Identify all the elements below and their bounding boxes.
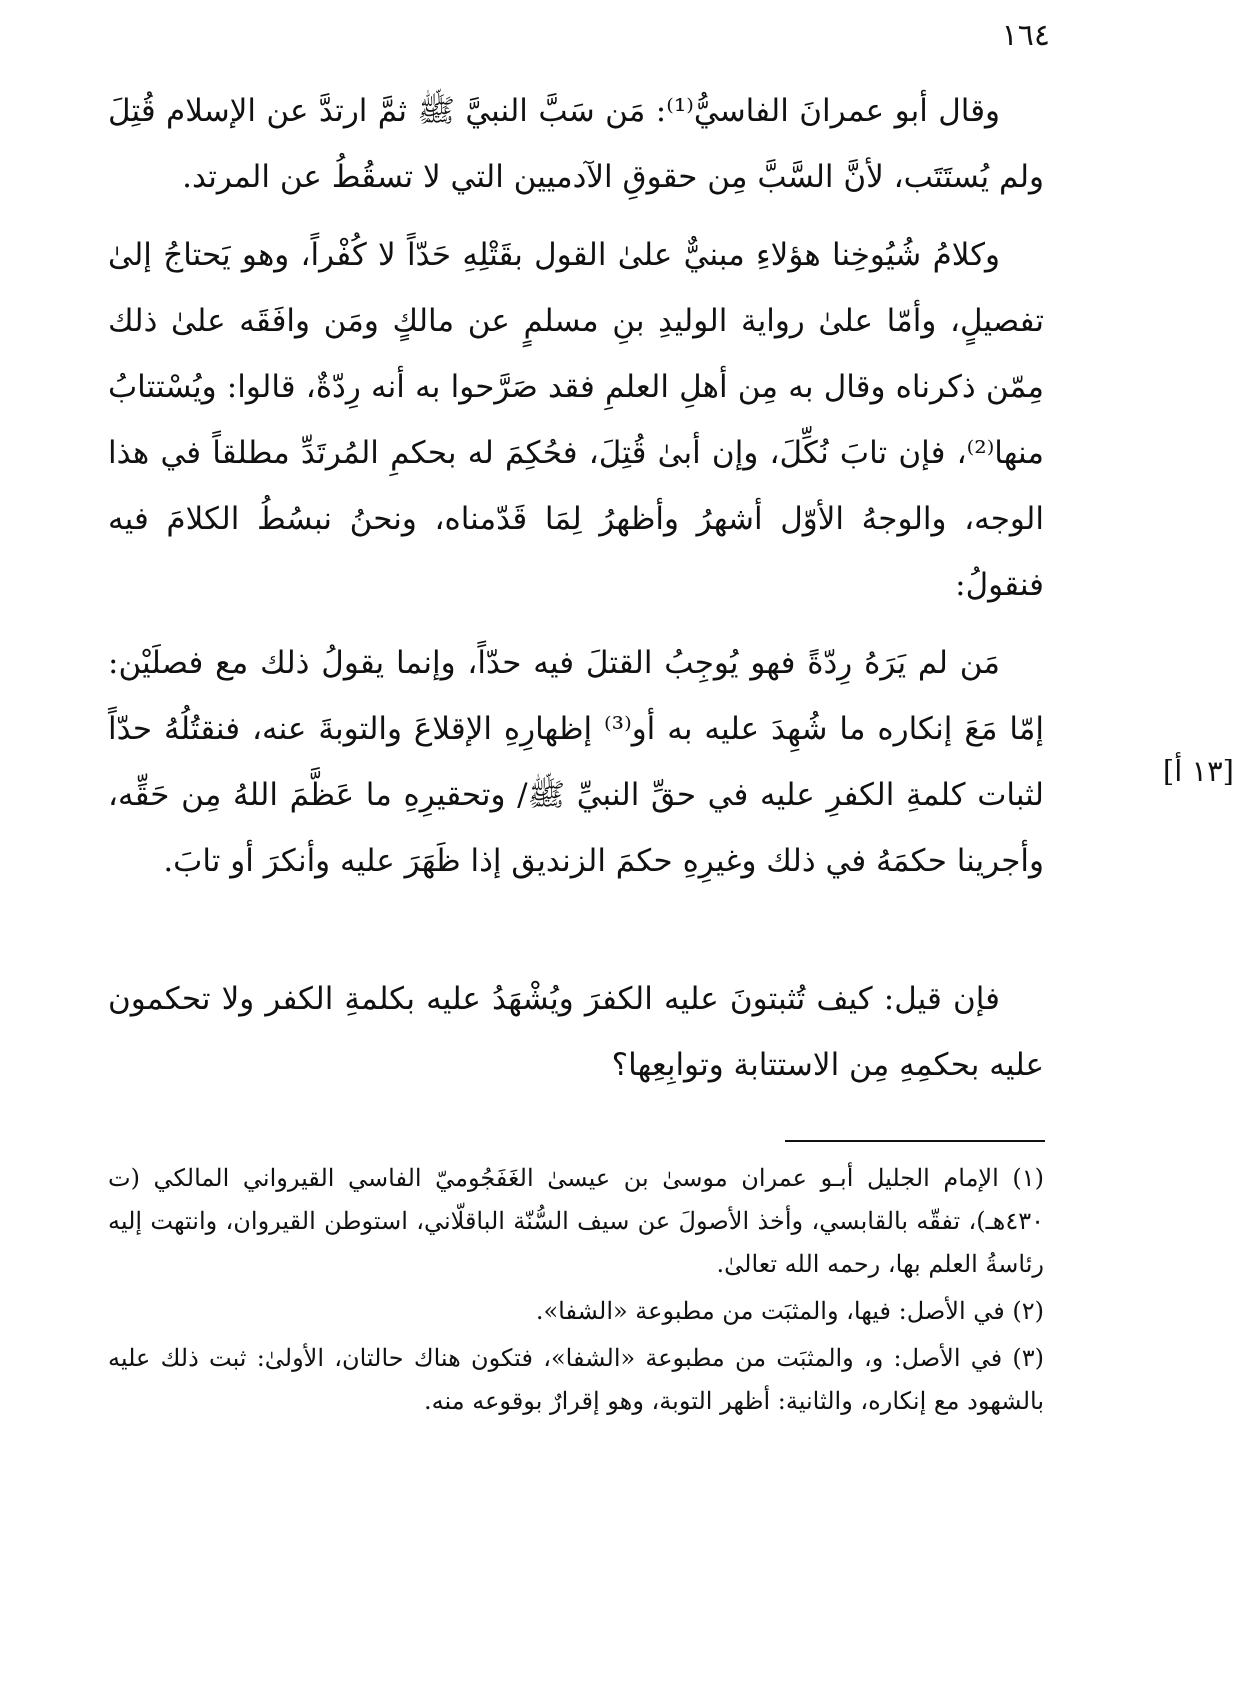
paragraph: فإن قيل: كيف تُثبتونَ عليه الكفرَ ويُشْهَدُ عليه بكلمةِ الكفر ولا تحكمون عليه بحكمِهِ مِن الاستتابة وتوابِعِها؟ xyxy=(108,981,1044,1083)
paragraph: مَن لم يَرَهُ رِدّةً فهو يُوجِبُ القتلَ فيه حدّاً، وإنما يقولُ ذلك مع فصلَيْن: إمّا مَعَ إنكاره ما شُهِدَ عليه به أو⁽³⁾ إظهارِهِ الإقلاعَ والتوبةَ عنه، فنقتُلُهُ حدّاً لثبات كلمةِ الكفرِ عليه في حقِّ النبيِّ ﷺ/ وتحقيرِهِ ما عَظَّمَ اللهُ مِن حَقِّه، وأجرينا حكمَهُ في ذلك وغيرِهِ حكمَ الزنديق إذا ظَهَرَ عليه وأنكرَ أو تابَ. xyxy=(108,645,1044,879)
main-text-block-4 xyxy=(108,966,1044,1098)
footnote: (٣) في الأصل: و، والمثبَت من مطبوعة «الشفا»، فتكون هناك حالتان، الأولىٰ: ثبت ذلك عليه بالشهود مع إنكاره، والثانية: أظهر التوبة، وهو إقرارٌ بوقوعه منه. xyxy=(108,1344,1044,1415)
main-text-block-2 xyxy=(108,222,1044,618)
paragraph: وقال أبو عمرانَ الفاسيُّ⁽¹⁾: مَن سَبَّ النبيَّ ﷺ ثمَّ ارتدَّ عن الإسلام قُتِلَ ولم يُستَتَب، لأنَّ السَّبَّ مِن حقوقِ الآدميين التي لا تسقُطُ عن المرتد. xyxy=(108,93,1044,195)
main-text-block-1 xyxy=(108,78,1044,210)
margin-folio-note: [١٣ أ] xyxy=(1162,754,1234,788)
page-number: ١٦٤ xyxy=(1001,18,1050,53)
footnotes-section xyxy=(108,1157,1044,1427)
footnote: (٢) في الأصل: فيها، والمثبَت من مطبوعة «الشفا». xyxy=(535,1297,1044,1325)
footnote-divider xyxy=(785,1140,1045,1142)
paragraph: وكلامُ شُيُوخِنا هؤلاءِ مبنيٌّ علىٰ القول بقَتْلِهِ حَدّاً لا كُفْراً، وهو يَحتاجُ إلىٰ تفصيلٍ، وأمّا علىٰ رواية الوليدِ بنِ مسلمٍ عن مالكٍ ومَن وافَقَه علىٰ ذلك مِمّن ذكرناه وقال به مِن أهلِ العلمِ فقد صَرَّحوا به أنه رِدّةٌ، قالوا: ويُسْتتابُ منها⁽²⁾، فإن تابَ نُكِّلَ، وإن أبىٰ قُتِلَ، فحُكِمَ له بحكمِ المُرتَدِّ مطلقاً في هذا الوجه، والوجهُ الأوّل أشهرُ وأظهرُ لِمَا قَدّمناه، ونحنُ نبسُطُ الكلامَ فيه فنقولُ: xyxy=(108,237,1044,603)
footnote: (١) الإمام الجليل أبـو عمران موسىٰ بن عيسىٰ الغَفَجُوميّ الفاسي القيرواني المالكي (ت ٤٣٠هـ)، تفقّه بالقابسي، وأخذ الأصولَ عن سيف السُّنّة الباقلّاني، استوطن القيروان، وانتهت إليه رئاسةُ العلم بها، رحمه الله تعالىٰ. xyxy=(108,1164,1044,1278)
main-text-block-3 xyxy=(108,630,1044,894)
